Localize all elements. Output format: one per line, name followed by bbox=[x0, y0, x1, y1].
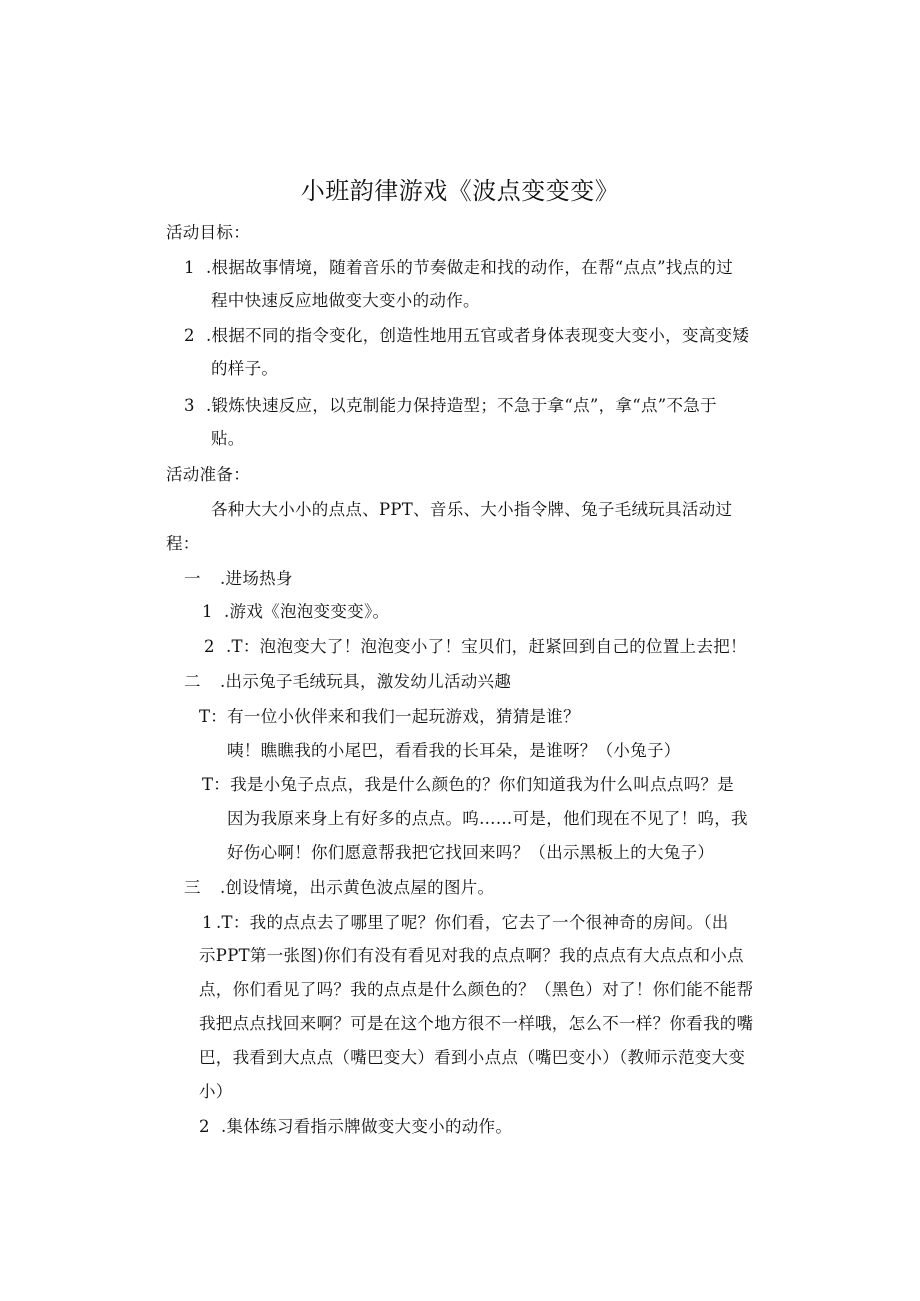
goal-3-text: .锻炼快速反应，以克制能力保持造型；不急于拿“点”，拿“点”不急于 bbox=[206, 396, 717, 415]
section-3-item-1-text: .T：我的点点去了哪里了呢？你们看，它去了一个很神奇的房间。（出 bbox=[216, 913, 729, 932]
goals-heading: 活动目标： bbox=[166, 223, 250, 242]
section-2-line-5: 好伤心啊！你们愿意帮我把它找回来吗？（出示黑板上的大兔子） bbox=[227, 843, 715, 862]
section-3-item-1-line-5: 巴，我看到大点点（嘴巴变大）看到小点点（嘴巴变小）（教师示范变大变 bbox=[199, 1048, 746, 1067]
section-3-item-1-line-2: 示PPT第一张图)你们有没有看见对我的点点啊？我的点点有大点点和小点 bbox=[199, 946, 744, 965]
section-3-item-1-number: 1 bbox=[202, 913, 213, 932]
section-1-item-2-text: .T：泡泡变大了！泡泡变小了！宝贝们，赶紧回到自己的位置上去把！ bbox=[226, 637, 747, 656]
section-2-line-4: 因为我原来身上有好多的点点。呜……可是，他们现在不见了！呜，我 bbox=[227, 809, 748, 828]
section-1-item-1-text: .游戏《泡泡变变变》。 bbox=[224, 602, 390, 621]
section-3-item-1-line-6: 小） bbox=[199, 1082, 233, 1101]
section-3-item-2-number: 2 bbox=[199, 1117, 210, 1136]
section-1-item-1 bbox=[202, 601, 389, 623]
section-1-title: .进场热身 bbox=[220, 569, 293, 588]
section-2-number: 二 bbox=[184, 672, 201, 691]
goal-3-line-2: 贴。 bbox=[211, 429, 245, 448]
section-1-heading bbox=[184, 568, 293, 590]
section-1-item-2-number: 2 bbox=[204, 637, 215, 656]
goal-1-line-1 bbox=[184, 257, 733, 279]
section-3-title: .创设情境，出示黄色波点屋的图片。 bbox=[220, 878, 495, 897]
section-3-number: 三 bbox=[184, 878, 201, 897]
section-3-heading bbox=[184, 877, 494, 899]
prep-line-1: 各种大大小小的点点、PPT、音乐、大小指令牌、兔子毛绒玩具活动过 bbox=[211, 500, 733, 519]
prep-heading: 活动准备： bbox=[166, 465, 250, 484]
goal-2-line-2: 的样子。 bbox=[211, 359, 279, 378]
goal-2-text: .根据不同的指令变化，创造性地用五官或者身体表现变大变小，变高变矮 bbox=[206, 326, 750, 345]
section-2-heading bbox=[184, 671, 511, 693]
section-2-title: .出示兔子毛绒玩具，激发幼儿活动兴趣 bbox=[220, 672, 512, 691]
section-1-item-1-number: 1 bbox=[202, 602, 213, 621]
section-2-line-1: T：有一位小伙伴来和我们一起玩游戏，猜猜是谁？ bbox=[199, 707, 580, 726]
section-3-item-1-line-4: 我把点点找回来啊？可是在这个地方很不一样哦，怎么不一样？你看我的嘴 bbox=[199, 1014, 754, 1033]
section-2-line-3: T：我是小兔子点点，我是什么颜色的？你们知道我为什么叫点点吗？是 bbox=[202, 775, 735, 794]
goal-1-number: 1 bbox=[184, 258, 195, 277]
prep-line-2: 程： bbox=[166, 534, 200, 553]
goal-3-line-1 bbox=[184, 395, 717, 417]
section-1-item-2 bbox=[204, 636, 747, 658]
section-3-item-2-text: .集体练习看指示牌做变大变小的动作。 bbox=[221, 1117, 513, 1136]
section-3-item-1-line-1 bbox=[202, 912, 729, 934]
goal-2-number: 2 bbox=[184, 326, 195, 345]
goal-1-line-2: 程中快速反应地做变大变小的动作。 bbox=[211, 291, 480, 310]
section-2-line-2: 咦！瞧瞧我的小尾巴，看看我的长耳朵，是谁呀？（小兔子） bbox=[227, 741, 681, 760]
section-3-item-2 bbox=[199, 1116, 512, 1138]
document-title: 小班韵律游戏《波点变变变》 bbox=[300, 177, 620, 205]
goal-2-line-1 bbox=[184, 325, 749, 347]
section-1-number: 一 bbox=[184, 569, 201, 588]
goal-3-number: 3 bbox=[184, 396, 195, 415]
goal-1-text: .根据故事情境，随着音乐的节奏做走和找的动作，在帮“点点”找点的过 bbox=[206, 258, 734, 277]
section-3-item-1-line-3: 点，你们看见了吗？我的点点是什么颜色的？（黑色）对了！你们能不能帮 bbox=[199, 980, 754, 999]
